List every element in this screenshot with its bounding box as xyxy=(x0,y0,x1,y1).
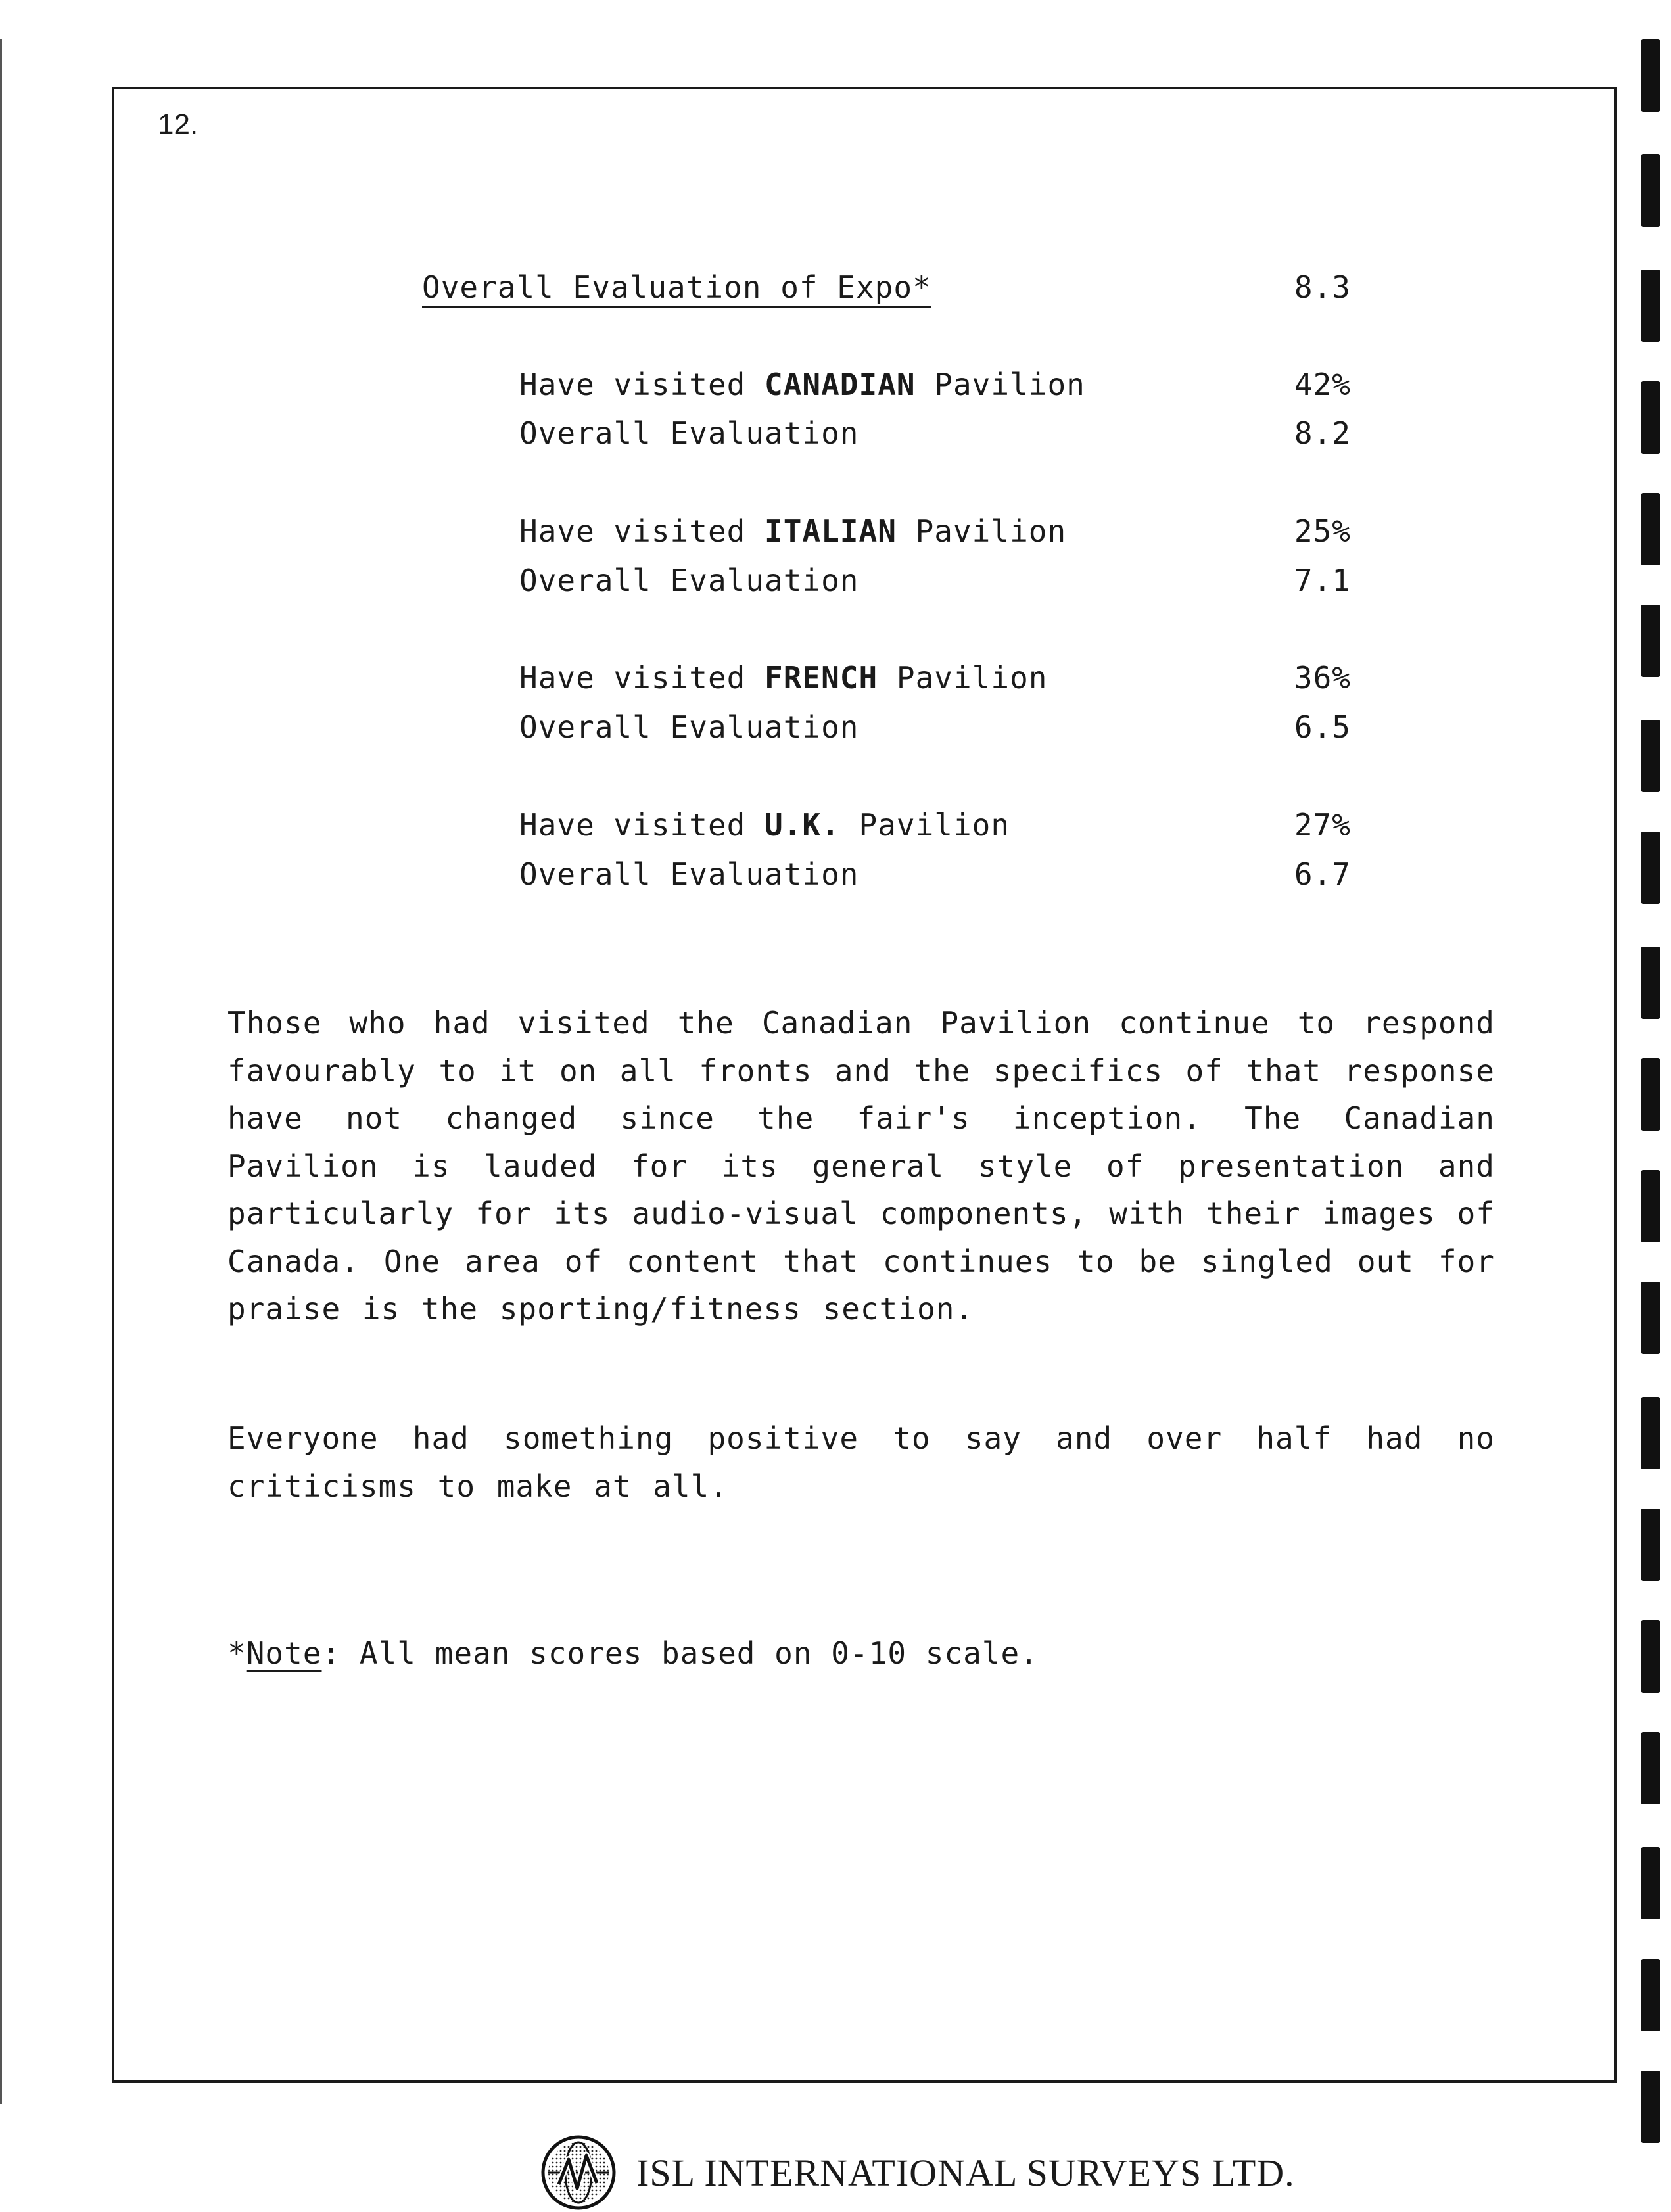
positive-comments-paragraph: Everyone had something positive to say and over half had no criticisms to make at all. xyxy=(227,1421,1495,1504)
visited-suffix: Pavilion xyxy=(915,367,1085,402)
french-eval-value: 6.5 xyxy=(1294,709,1351,745)
visited-prefix: Have visited xyxy=(519,660,765,695)
binding-mark xyxy=(1641,39,1660,112)
binding-mark xyxy=(1641,720,1660,792)
pavilion-name: CANADIAN xyxy=(765,367,916,402)
visited-prefix: Have visited xyxy=(519,807,765,843)
canadian-pavilion-paragraph: Those who had visited the Canadian Pavilion continue to respond favourably to it on all fronts and the specifics of that response have not changed since the fair's inception. The Canadian Pavilion is lauded for its general style of presentation and particularly for its audio-visual components, with their images of Canada. One area of content that continues to be singled out for praise is the sporting/fitness section. xyxy=(227,1005,1495,1327)
italian-visited-value: 25% xyxy=(1294,513,1351,549)
binding-mark xyxy=(1641,1620,1660,1693)
note-asterisk: * xyxy=(227,1635,247,1671)
binding-mark xyxy=(1641,1959,1660,2031)
canadian-eval-value: 8.2 xyxy=(1294,415,1351,451)
french-visited-line xyxy=(519,660,1047,695)
binding-mark xyxy=(1641,1058,1660,1131)
canadian-visited-line xyxy=(519,367,1085,402)
binding-mark xyxy=(1641,832,1660,904)
canadian-visited-value: 42% xyxy=(1294,367,1351,402)
binding-mark xyxy=(1641,2071,1660,2143)
uk-eval-label: Overall Evaluation xyxy=(519,857,859,892)
pavilion-name: ITALIAN xyxy=(765,513,897,549)
binding-mark xyxy=(1641,1282,1660,1354)
binding-mark xyxy=(1641,947,1660,1019)
overall-evaluation-value: 8.3 xyxy=(1294,270,1351,305)
binding-mark xyxy=(1641,493,1660,565)
heading-label: Overall Evaluation of Expo* xyxy=(422,270,931,305)
note-text: : All mean scores based on 0-10 scale. xyxy=(321,1635,1039,1671)
footer xyxy=(539,2133,1295,2212)
binding-mark xyxy=(1641,154,1660,227)
binding-mark xyxy=(1641,1397,1660,1469)
visited-prefix: Have visited xyxy=(519,513,765,549)
company-name: ISL INTERNATIONAL SURVEYS LTD. xyxy=(636,2151,1295,2194)
italian-eval-value: 7.1 xyxy=(1294,563,1351,598)
binding-mark xyxy=(1641,1732,1660,1804)
binding-mark xyxy=(1641,605,1660,677)
visited-suffix: Pavilion xyxy=(896,513,1067,549)
note-label: Note xyxy=(246,1635,322,1671)
binding-mark xyxy=(1641,381,1660,454)
french-visited-value: 36% xyxy=(1294,660,1351,695)
isl-globe-logo-icon xyxy=(539,2133,618,2212)
page-edge-rule xyxy=(0,39,2,2104)
binding-mark xyxy=(1641,270,1660,342)
italian-eval-label: Overall Evaluation xyxy=(519,563,859,598)
french-eval-label: Overall Evaluation xyxy=(519,709,859,745)
pavilion-name: U.K. xyxy=(765,807,840,843)
uk-eval-value: 6.7 xyxy=(1294,857,1351,892)
uk-visited-value: 27% xyxy=(1294,807,1351,843)
visited-prefix: Have visited xyxy=(519,367,765,402)
page-number: 12. xyxy=(158,108,199,141)
scale-note xyxy=(227,1635,1039,1671)
pavilion-name: FRENCH xyxy=(765,660,878,695)
uk-visited-line xyxy=(519,807,1010,843)
binding-mark xyxy=(1641,1509,1660,1581)
overall-evaluation-heading xyxy=(422,270,931,305)
binding-mark xyxy=(1641,1847,1660,1919)
canadian-eval-label: Overall Evaluation xyxy=(519,415,859,451)
binding-mark xyxy=(1641,1170,1660,1242)
italian-visited-line xyxy=(519,513,1066,549)
visited-suffix: Pavilion xyxy=(878,660,1048,695)
visited-suffix: Pavilion xyxy=(839,807,1010,843)
